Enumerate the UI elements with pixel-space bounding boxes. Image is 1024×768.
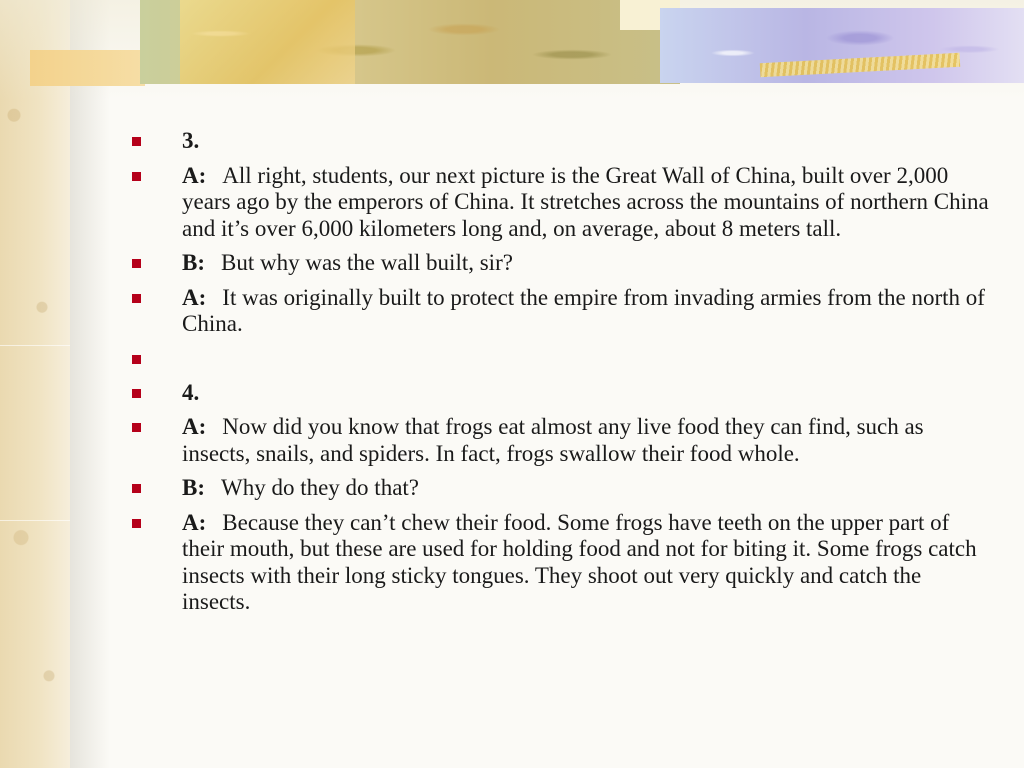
dialog-text: All right, students, our next picture is the Great Wall of China, built over 2,000 years ago by the emperors of China. It stretches across the mountains of northern China and it’s over 6,000 kilometers long and, on average, about 8 meters tall. <box>182 162 989 241</box>
bullet-square-icon <box>132 294 141 303</box>
dialog-list <box>130 128 990 616</box>
bullet-square-icon <box>132 484 141 493</box>
list-item <box>130 250 990 277</box>
bullet-square-icon <box>132 259 141 268</box>
dialog-text: Now did you know that frogs eat almost any live food they can find, such as insects, snails, and spiders. In fact, frogs swallow their food whole. <box>182 414 924 466</box>
speaker-label: A: <box>182 509 207 535</box>
slide-content <box>130 128 990 624</box>
speaker-label: B: <box>182 475 205 500</box>
list-item <box>130 380 990 407</box>
section-number: 3. <box>182 128 200 153</box>
bullet-square-icon <box>132 172 141 181</box>
left-shadow <box>70 0 110 768</box>
banner-panel-gold-leaf <box>180 0 355 84</box>
dialog-text: Why do they do that? <box>221 475 420 500</box>
dialog-text: It was originally built to protect the empire from invading armies from the north of China. <box>182 284 985 336</box>
bullet-square-icon <box>132 355 141 364</box>
list-item <box>130 285 990 338</box>
speaker-label: A: <box>182 162 207 188</box>
bullet-square-icon <box>132 519 141 528</box>
dialog-text: Because they can’t chew their food. Some frogs have teeth on the upper part of their mouth, but these are used for holding food and not for biting it. Some frogs catch insects with their long sticky tongues. They shoot out very quickly and catch the insects. <box>182 509 977 614</box>
list-item <box>130 475 990 502</box>
list-item <box>130 510 990 616</box>
bullet-square-icon <box>132 389 141 398</box>
list-item <box>130 128 990 155</box>
list-item <box>130 163 990 243</box>
left-parchment-strip <box>0 0 70 768</box>
section-number: 4. <box>182 379 200 405</box>
speaker-label: A: <box>182 414 207 439</box>
speaker-label: A: <box>182 284 207 310</box>
speaker-label: B: <box>182 250 205 275</box>
list-item-empty <box>130 346 990 372</box>
strip-seam <box>0 345 70 346</box>
banner-panel-warm <box>30 50 145 86</box>
dialog-text: But why was the wall built, sir? <box>221 250 513 275</box>
bullet-square-icon <box>132 137 141 146</box>
strip-seam <box>0 520 70 521</box>
list-item <box>130 414 990 467</box>
decorative-banner <box>0 0 1024 100</box>
bullet-square-icon <box>132 423 141 432</box>
